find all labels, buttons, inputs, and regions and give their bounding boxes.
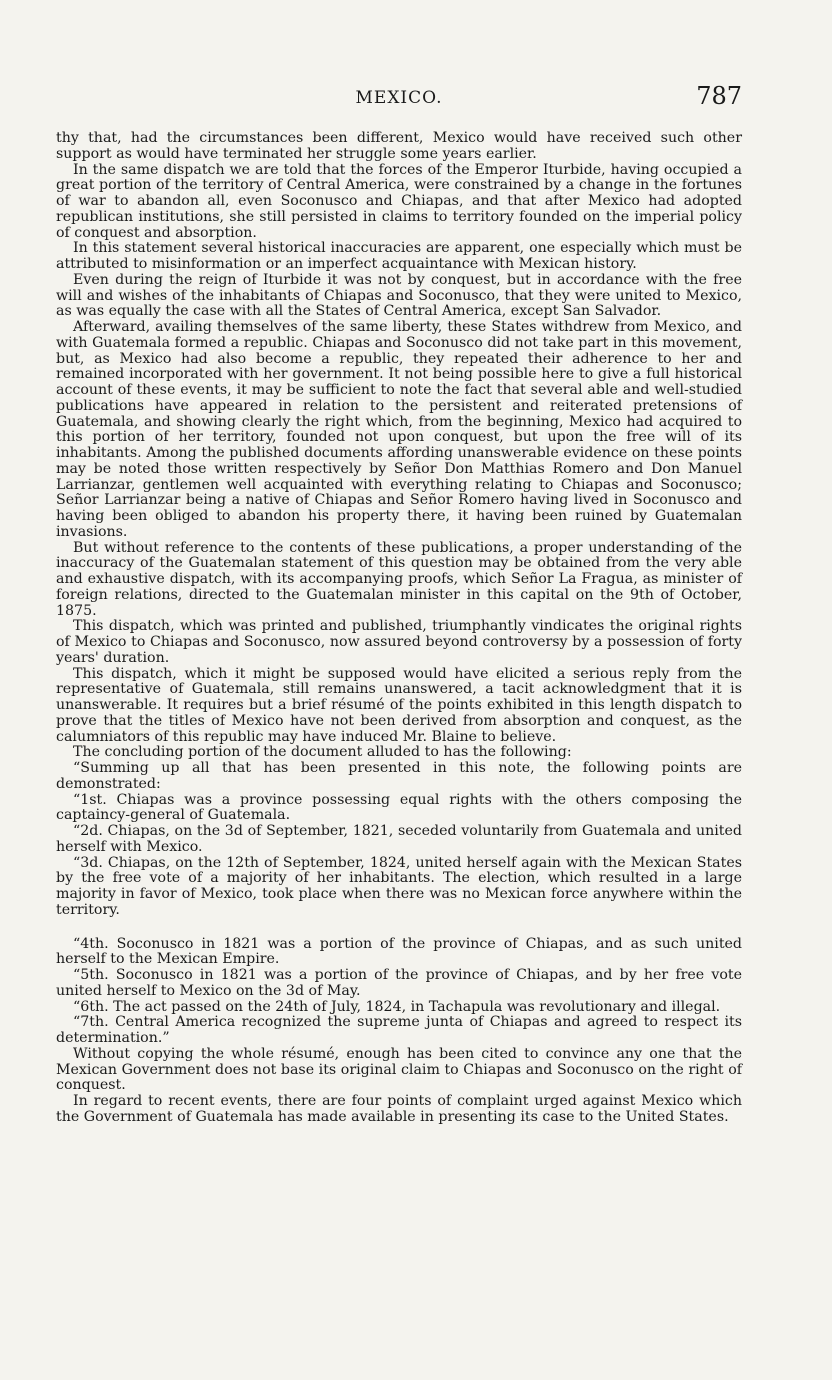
running-head: MEXICO. <box>355 88 443 108</box>
paragraph: Afterward, availing themselves of the same liberty, these States withdrew from Mexico, and with Guatemala formed a republic. Chiapas and Soconusco did not take part in this movement, but, as Mexico had also become a republic, they repeated their adherence to her and remained incorporated with her government. It not being possible here to give a full historical account of these events, it may be sufficient to note the fact that several able and well-studied publications have appeared in relation to the persistent and reiterated pretensions of Guatemala, and showing clearly the right which, from the beginning, Mexico had acquired to this portion of her territory, founded not upon conquest, but upon the free will of its inhabitants. Among the published documents affording unanswerable evidence on these points may be noted those written respectively by Señor Don Matthias Romero and Don Manuel Larrianzar, gentlemen well acquainted with everything relating to Chiapas and Soconusco; Señor Larrianzar being a native of Chiapas and Señor Romero having lived in Soconusco and having been obliged to abandon his property there, it having been ruined by Guatemalan invasions. <box>56 319 742 540</box>
paragraph: “1st. Chiapas was a province possessing equal rights with the others composing the captaincy-general of Guatemala. <box>56 791 742 824</box>
paragraph: Without copying the whole résumé, enough has been cited to convince any one that the Mexican Government does not base its original claim to Chiapas and Soconusco on the right of conquest. <box>56 1045 742 1094</box>
paragraph: But without reference to the contents of these publications, a proper understanding of the inaccuracy of the Guatemalan statement of this question may be obtained from the very able and exhaustive dispatch, with its accompanying proofs, which Señor La Fragua, as minister of foreign relations, directed to the Guatemalan minister in this capital on the 9th of October, 1875. <box>56 539 742 619</box>
paragraph: “3d. Chiapas, on the 12th of September, 1824, united herself again with the Mexican States by the free vote of a majority of her inhabitants. The election, which resulted in a large majority in favor of Mexico, took place when there was no Mexican force anywhere within the territory. <box>56 854 742 918</box>
paragraph: “2d. Chiapas, on the 3d of September, 1821, seceded voluntarily from Guatemala and united herself with Mexico. <box>56 823 742 855</box>
paragraph: In regard to recent events, there are four points of complaint urged against Mexico which the Government of Guatemala has made available in presenting its case to the United States. <box>56 1093 742 1125</box>
paragraph: “7th. Central America recognized the supreme junta of Chiapas and agreed to respect its determination.” <box>56 1014 742 1046</box>
paragraph: In this statement several historical inaccuracies are apparent, one especially which must be attributed to misinformation or an imperfect acquaintance with Mexican history. <box>56 240 742 272</box>
paragraph: “6th. The act passed on the 24th of July, 1824, in Tachapula was revolutionary and illegal. <box>73 998 721 1015</box>
paragraph: “4th. Soconusco in 1821 was a portion of the province of Chiapas, and as such united herself to the Mexican Empire. <box>56 935 742 968</box>
page-header <box>56 82 742 114</box>
paragraph: This dispatch, which was printed and published, triumphantly vindicates the original rights of Mexico to Chiapas and Soconusco, now assured beyond controversy by a possession of forty years' duration. <box>56 618 742 666</box>
paragraph: The concluding portion of the document alluded to has the following: <box>73 744 572 761</box>
paragraph: In the same dispatch we are told that the forces of the Emperor Iturbide, having occupied a great portion of the territory of Central America, were constrained by a change in the fortunes of war to abandon all, even Soconusco and Chiapas, and that after Mexico had adopted republican institutions, she still persisted in claims to territory founded on the imperial policy of conquest and absorption. <box>56 161 742 241</box>
paragraph: Even during the reign of Iturbide it was not by conquest, but in accordance with the free will and wishes of the inhabitants of Chiapas and Soconusco, that they were united to Mexico, as was equally the case with all the States of Central America, except San Salvador. <box>56 271 742 320</box>
paragraph: “5th. Soconusco in 1821 was a portion of the province of Chiapas, and by her free vote united herself to Mexico on the 3d of May. <box>56 967 742 999</box>
paragraph: thy that, had the circumstances been different, Mexico would have received such other support as would have terminated her struggle some years earlier. <box>56 130 742 162</box>
body-text <box>56 131 742 1126</box>
paragraph: “Summing up all that has been presented in this note, the following points are demonstrated: <box>56 760 742 792</box>
page-number: 787 <box>696 82 742 110</box>
paragraph: This dispatch, which it might be supposed would have elicited a serious reply from the representative of Guatemala, still remains unanswered, a tacit acknowledgment that it is unanswerable. It requires but a brief résumé of the points exhibited in this length dispatch to prove that the titles of Mexico have not been derived from absorption and conquest, as the calumniators of this republic may have induced Mr. Blaine to believe. <box>56 665 742 745</box>
